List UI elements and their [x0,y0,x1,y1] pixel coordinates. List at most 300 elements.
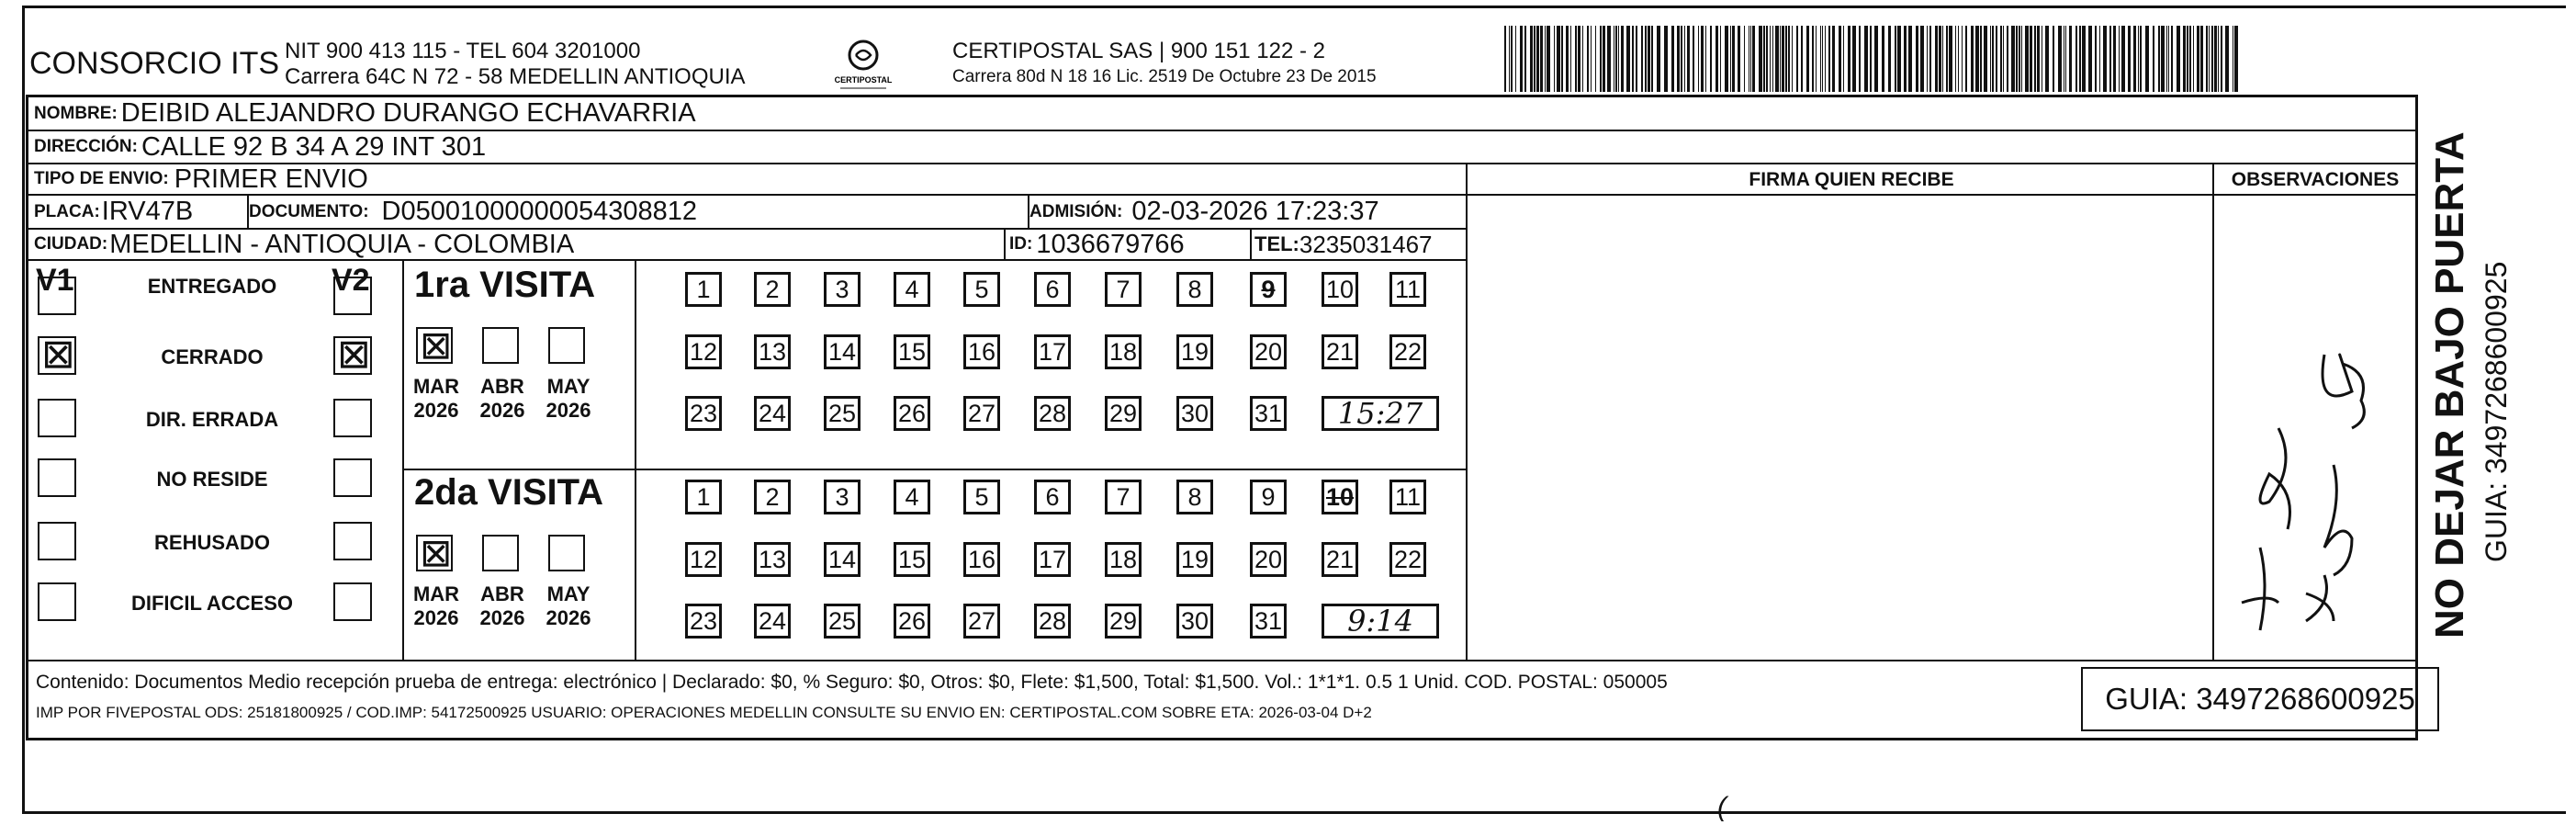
svg-text:CERTIPOSTAL: CERTIPOSTAL [834,75,893,85]
day-box[interactable]: 24 [754,604,791,639]
barcode-bar [1984,26,1987,92]
day-box[interactable]: 4 [894,480,930,514]
month-label [475,375,530,423]
month-label [541,582,596,630]
barcode-bar [1693,26,1694,92]
direccion-value: CALLE 92 B 34 A 29 INT 301 [141,131,487,162]
barcode-bar [1648,26,1650,92]
month-year: 2026 [413,399,459,422]
v2-checkbox[interactable] [333,399,372,437]
day-box[interactable]: 28 [1034,604,1071,639]
day-box[interactable]: 16 [963,334,1000,369]
barcode-bar [1607,26,1611,92]
row-direccion [28,131,2415,164]
barcode-bar [1540,26,1543,92]
barcode-bar [2225,26,2229,92]
divider [402,469,1466,470]
divider [402,261,404,661]
barcode-bar [1895,26,1896,92]
month-checkbox[interactable] [416,530,453,575]
barcode-bar [1812,26,1814,92]
row-nombre [28,97,2415,131]
tel-label: TEL: [1254,232,1299,255]
barcode-bar [1962,26,1963,92]
barcode-bar [2030,26,2032,92]
barcode-bar [1730,26,1731,92]
barcode-bar [1939,26,1941,92]
barcode-bar [1710,26,1712,92]
day-box[interactable]: 25 [824,604,861,639]
barcode-bar [1992,26,1994,92]
month-checkbox[interactable] [482,535,519,571]
barcode-bar [2168,26,2169,92]
barcode-bar [2197,26,2199,92]
barcode-bar [1687,26,1690,92]
ciudad-label: CIUDAD: [34,234,108,254]
barcode-bar [1582,26,1583,92]
barcode-bar [2193,26,2194,92]
status-label: REHUSADO [154,531,270,554]
month-label [475,582,530,630]
day-box[interactable]: 20 [1250,334,1287,369]
stray-mark: ( [1717,792,1727,822]
day-box[interactable]: 8 [1176,272,1213,307]
day-box[interactable]: 11 [1389,480,1426,514]
barcode-bar [2021,26,2022,92]
barcode-bar [1636,26,1637,92]
barcode-bar [1996,26,1997,92]
barcode-bar [1792,26,1793,92]
no-dejar-bajo-puerta: NO DEJAR BAJO PUERTA [2427,131,2472,639]
day-box[interactable]: 5 [963,272,1000,307]
day-box[interactable]: 26 [894,604,930,639]
barcode-bar [1547,26,1550,92]
barcode-bar [2161,26,2165,92]
barcode-bar [2119,26,2120,92]
barcode-bar [1929,26,1931,92]
barcode-bar [1852,26,1856,92]
barcode-bar [1603,26,1605,92]
visit-title: 2da VISITA [414,472,603,513]
v1-checkbox[interactable] [38,582,76,621]
barcode-bar [2065,26,2066,92]
v2-checkbox[interactable] [333,277,372,315]
guia-vertical: GUIA: 3497268600925 [2480,261,2513,562]
barcode-bar [1536,26,1539,92]
certipostal-logo [831,35,895,97]
day-box[interactable]: 10 [1322,272,1358,307]
barcode-bar [2053,26,2054,92]
v2-checkbox[interactable] [333,458,372,497]
barcode-bar [1705,26,1706,92]
day-box[interactable]: 10 [1322,480,1358,514]
month-year: 2026 [479,606,525,629]
barcode-bar [2133,26,2136,92]
barcode-bar [1720,26,1721,92]
day-box[interactable]: 18 [1105,542,1142,577]
day-box[interactable]: 19 [1176,542,1213,577]
day-box[interactable]: 28 [1034,396,1071,431]
day-box[interactable]: 17 [1034,334,1071,369]
day-box[interactable]: 9 [1250,272,1287,307]
barcode-bar [2153,26,2154,92]
barcode-bar [2045,26,2049,92]
v2-checkbox[interactable] [333,522,372,560]
divider [1028,196,1029,230]
barcode-bar [1626,26,1630,92]
barcode-bar [1822,26,1823,92]
day-box[interactable]: 21 [1322,334,1358,369]
barcode-bar [2221,26,2222,92]
barcode-bar [1591,26,1592,92]
barcode-bar [1816,26,1817,92]
barcode-bar [2218,26,2219,92]
barcode-bar [1788,26,1790,92]
barcode-bar [2145,26,2149,92]
day-box[interactable]: 11 [1389,272,1426,307]
barcode-bar [1645,26,1647,92]
divider [247,196,249,230]
barcode-bar [1916,26,1918,92]
direccion-label: DIRECCIÓN: [34,137,138,156]
barcode-bar [1738,26,1740,92]
company-name: CONSORCIO ITS [29,46,280,81]
barcode-bar [2128,26,2131,92]
barcode-bar [1935,26,1938,92]
barcode-bar [1759,26,1762,92]
month-name: ABR [480,582,524,605]
day-box[interactable]: 13 [754,334,791,369]
barcode-bar [1621,26,1624,92]
v2-checkbox[interactable] [333,331,372,378]
barcode-bar [1701,26,1704,92]
barcode-bar [1732,26,1735,92]
day-box[interactable]: 23 [685,396,722,431]
visit-hour: 15:27 [1322,396,1439,431]
id-label: ID: [1009,234,1033,254]
day-box[interactable]: 5 [963,480,1000,514]
barcode-bar [1949,26,1952,92]
v1-checkbox[interactable] [38,331,76,378]
barcode-bar [1511,26,1513,92]
documento-value: D05001000000054308812 [381,197,698,226]
barcode-bar [1509,26,1510,92]
barcode-bar [2187,26,2188,92]
day-box[interactable]: 12 [685,334,722,369]
id-value: 1036679766 [1036,230,1185,259]
visit-hour: 9:14 [1322,604,1439,639]
barcode-bar [2011,26,2015,92]
barcode-bar [1864,26,1868,92]
day-box[interactable]: 23 [685,604,722,639]
admision-value: 02-03-2026 17:23:37 [1131,197,1379,226]
status-label: ENTREGADO [147,275,277,298]
day-box[interactable]: 14 [824,542,861,577]
footer-content: Contenido: Documentos Medio recepción prueba de entrega: electrónico | Declarado: $0, % Seguro: $0, Otros: $0, Flete: $1,500, Total: $1,500. Vol.: 1*1*1. 0.5 1 Unid. COD. POSTAL: 050005 [36,672,1668,693]
month-name: MAY [546,375,591,398]
day-box[interactable]: 29 [1105,604,1142,639]
status-label: NO RESIDE [156,468,268,491]
v2-checkbox[interactable] [333,582,372,621]
divider [28,660,2415,661]
barcode-bar [1955,26,1956,92]
day-box[interactable]: 4 [894,272,930,307]
barcode-bar [1600,26,1602,92]
month-checkbox[interactable] [482,327,519,364]
divider [2212,164,2214,661]
barcode-bar [1651,26,1653,92]
divider [1004,230,1006,261]
barcode-bar [2034,26,2036,92]
day-box[interactable]: 27 [963,396,1000,431]
day-box[interactable]: 9 [1250,480,1287,514]
certipostal-nit: CERTIPOSTAL SAS | 900 151 122 - 2 [952,39,1325,63]
month-year: 2026 [546,606,591,629]
company-nit: NIT 900 413 115 - TEL 604 3201000 [285,39,641,63]
v2-check-mark: ⊠ [337,331,371,378]
day-box[interactable]: 26 [894,396,930,431]
barcode-bar [1578,26,1580,92]
barcode-bar [1859,26,1861,92]
barcode-bar [1750,26,1751,92]
barcode-bar [1870,26,1872,92]
month-check-mark: ⊠ [420,322,453,367]
day-box[interactable]: 2 [754,480,791,514]
barcode-bar [1715,26,1718,92]
barcode-bar [2019,26,2020,92]
divider [1466,164,1468,661]
month-name: MAY [546,582,591,605]
barcode-bar [2138,26,2139,92]
barcode-bar [1752,26,1755,92]
barcode-bar [1965,26,1967,92]
barcode-bar [1557,26,1560,92]
month-checkbox[interactable] [548,327,585,364]
month-checkbox[interactable] [416,322,453,367]
barcode-bar [2075,26,2077,92]
day-box[interactable]: 17 [1034,542,1071,577]
barcode-bar [1908,26,1912,92]
barcode-bar [1561,26,1563,92]
day-box[interactable]: 24 [754,396,791,431]
barcode [1504,26,2239,92]
barcode-bar [2211,26,2213,92]
barcode-bar [2095,26,2097,92]
barcode-bar [1641,26,1643,92]
day-box[interactable]: 1 [685,480,722,514]
day-box[interactable]: 16 [963,542,1000,577]
barcode-bar [1772,26,1773,92]
barcode-bar [1782,26,1784,92]
barcode-bar [1785,26,1787,92]
day-box[interactable]: 22 [1389,334,1426,369]
admision-label: ADMISIÓN: [1029,201,1123,221]
barcode-bar [2025,26,2029,92]
barcode-bar [1524,26,1526,92]
divider [1250,230,1252,261]
barcode-bar [2103,26,2107,92]
barcode-bar [2058,26,2062,92]
barcode-bar [1744,26,1745,92]
handwritten-signature [2223,244,2407,658]
day-box[interactable]: 3 [824,480,861,514]
barcode-bar [1766,26,1768,92]
barcode-bar [2140,26,2142,92]
barcode-bar [1515,26,1516,92]
v1-checkbox[interactable] [38,277,76,315]
day-box[interactable]: 2 [754,272,791,307]
firma-header: FIRMA QUIEN RECIBE [1749,169,1954,190]
barcode-bar [1615,26,1617,92]
v1-checkbox[interactable] [38,399,76,437]
status-label: DIFICIL ACCESO [130,592,293,615]
day-box[interactable]: 12 [685,542,722,577]
placa-label: PLACA: [34,201,100,221]
barcode-bar [1763,26,1765,92]
barcode-bar [1958,26,1959,92]
day-box[interactable]: 20 [1250,542,1287,577]
barcode-bar [2200,26,2203,92]
barcode-bar [2007,26,2008,92]
barcode-bar [1677,26,1680,92]
barcode-bar [2099,26,2100,92]
barcode-bar [1920,26,1924,92]
barcode-bar [1664,26,1668,92]
barcode-bar [1806,26,1809,92]
barcode-bar [2183,26,2186,92]
barcode-bar [2003,26,2004,92]
barcode-bar [1671,26,1674,92]
day-box[interactable]: 14 [824,334,861,369]
barcode-bar [2214,26,2217,92]
month-name: MAR [412,582,460,605]
barcode-bar [2109,26,2111,92]
barcode-bar [1570,26,1571,92]
barcode-bar [1530,26,1533,92]
day-box[interactable]: 19 [1176,334,1213,369]
day-box[interactable]: 31 [1250,604,1287,639]
row-placa [28,196,1466,230]
barcode-bar [1587,26,1589,92]
barcode-bar [1725,26,1728,92]
day-box[interactable]: 13 [754,542,791,577]
barcode-bar [1618,26,1619,92]
month-name: ABR [480,375,524,398]
barcode-bar [1825,26,1826,92]
company-address: Carrera 64C N 72 - 58 MEDELLIN ANTIOQUIA [285,64,746,89]
month-year: 2026 [546,399,591,422]
barcode-bar [1839,26,1841,92]
day-box[interactable]: 7 [1105,272,1142,307]
barcode-bar [2166,26,2167,92]
barcode-bar [1545,26,1546,92]
month-name: MAR [412,375,460,398]
barcode-bar [1897,26,1901,92]
barcode-bar [1770,26,1771,92]
shipping-label [26,95,2418,740]
barcode-bar [1520,26,1523,92]
barcode-bar [1843,26,1844,92]
day-box[interactable]: 29 [1105,396,1142,431]
barcode-bar [1657,26,1660,92]
barcode-bar [1780,26,1781,92]
day-box[interactable]: 18 [1105,334,1142,369]
barcode-bar [2113,26,2116,92]
month-year: 2026 [479,399,525,422]
day-box[interactable]: 30 [1176,604,1213,639]
barcode-bar [1927,26,1928,92]
row-tipo [28,164,2415,196]
barcode-bar [2189,26,2191,92]
barcode-bar [1632,26,1634,92]
day-box[interactable]: 3 [824,272,861,307]
day-box[interactable]: 25 [824,396,861,431]
month-check-mark: ⊠ [420,530,453,575]
barcode-bar [2206,26,2208,92]
barcode-bar [1832,26,1835,92]
barcode-bar [1595,26,1596,92]
v1-header: V1 [36,263,74,298]
barcode-bar [1796,26,1798,92]
barcode-bar [2016,26,2018,92]
footer-print-info: IMP POR FIVEPOSTAL ODS: 25181800925 / COD.IMP: 54172500925 USUARIO: OPERACIONES MEDELLIN CONSULTE SU ENVIO EN: CERTIPOSTAL.COM SOBRE ETA: 2026-03-04 D+2 [36,704,1372,721]
day-box[interactable]: 7 [1105,480,1142,514]
barcode-bar [1504,26,1506,92]
month-checkbox[interactable] [548,535,585,571]
barcode-bar [2177,26,2180,92]
month-label [409,375,464,423]
divider [635,261,636,661]
certipostal-license: Carrera 80d N 18 16 Lic. 2519 De Octubre 23 De 2015 [952,67,1377,86]
day-box[interactable]: 1 [685,272,722,307]
certipostal-info [952,39,1377,90]
barcode-bar [1566,26,1569,92]
day-box[interactable]: 21 [1322,542,1358,577]
barcode-bar [2082,26,2086,92]
day-box[interactable]: 6 [1034,480,1071,514]
v1-checkbox[interactable] [38,522,76,560]
barcode-bar [1882,26,1884,92]
barcode-bar [1874,26,1878,92]
day-box[interactable]: 6 [1034,272,1071,307]
v1-check-mark: ⊠ [41,331,75,378]
v1-checkbox[interactable] [38,458,76,497]
day-box[interactable]: 30 [1176,396,1213,431]
nombre-value: DEIBID ALEJANDRO DURANGO ECHAVARRIA [120,98,696,128]
day-box[interactable]: 27 [963,604,1000,639]
barcode-bar [2037,26,2040,92]
barcode-bar [2088,26,2092,92]
barcode-bar [1775,26,1779,92]
nombre-label: NOMBRE: [34,103,118,123]
day-box[interactable]: 15 [894,334,930,369]
day-box[interactable]: 15 [894,542,930,577]
barcode-bar [2079,26,2081,92]
day-box[interactable]: 8 [1176,480,1213,514]
barcode-bar [1534,26,1535,92]
month-label [409,582,464,630]
day-box[interactable]: 31 [1250,396,1287,431]
status-label: DIR. ERRADA [145,408,279,431]
barcode-bar [1975,26,1979,92]
barcode-bar [1575,26,1577,92]
tipo-label: TIPO DE ENVIO: [34,169,169,188]
day-box[interactable]: 22 [1389,542,1426,577]
barcode-bar [1554,26,1555,92]
tipo-value: PRIMER ENVIO [174,164,368,194]
barcode-bar [2158,26,2160,92]
visit-title: 1ra VISITA [414,265,596,305]
